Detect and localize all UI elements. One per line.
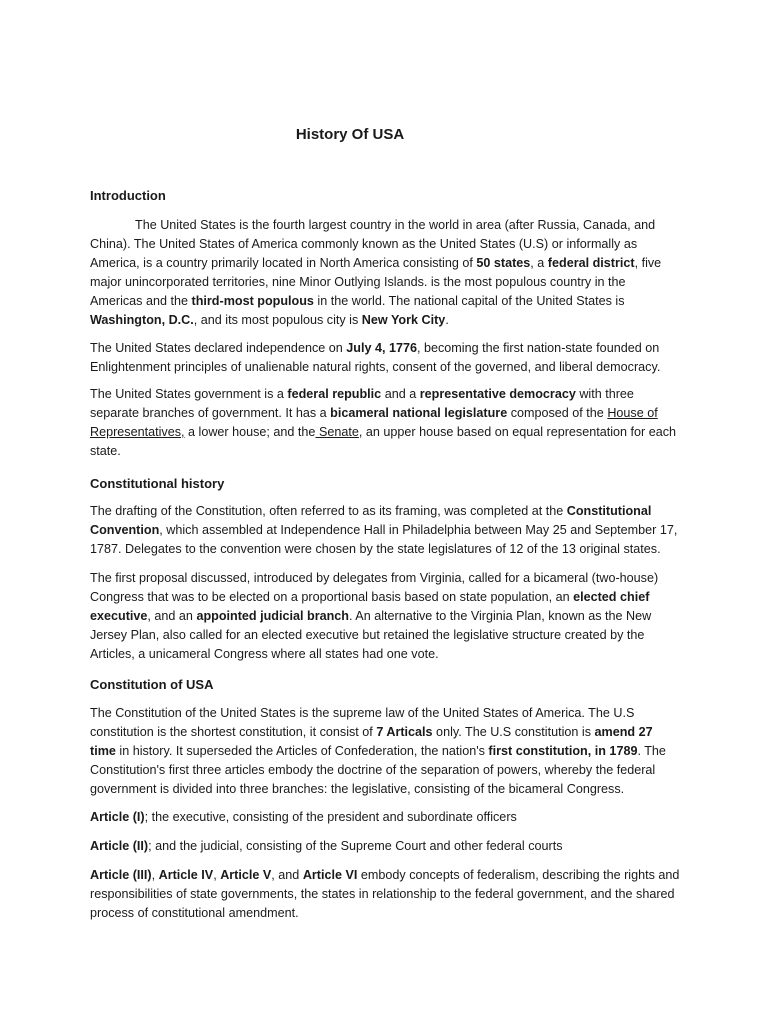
intro-paragraph-3 bbox=[90, 385, 680, 461]
text-run: 50 states bbox=[476, 256, 531, 270]
heading-introduction: Introduction bbox=[90, 188, 166, 203]
text-run: . bbox=[445, 313, 449, 327]
text-run: , and an bbox=[147, 609, 197, 623]
text-run: New York City bbox=[361, 313, 446, 327]
text-run: , an upper house based on equal representation for each state. bbox=[90, 425, 677, 458]
text-run: only. The U.S constitution is bbox=[432, 725, 595, 739]
text-run: Article (III) bbox=[90, 868, 152, 882]
text-run: Article V bbox=[220, 868, 272, 882]
text-run: a lower house; and the bbox=[184, 425, 316, 439]
text-run: The drafting of the Constitution, often referred to as its framing, was completed at the bbox=[90, 504, 567, 518]
text-run: Washington, D.C. bbox=[90, 313, 194, 327]
text-run: representative democracy bbox=[419, 387, 576, 401]
text-run: bicameral national legislature bbox=[330, 406, 508, 420]
text-run: , and bbox=[271, 868, 303, 882]
text-run: , which assembled at Independence Hall in Philadelphia between May 25 and September 17, 1787. Delegates to the convention were chosen by the state legislatures of 12 of the 13 original states. bbox=[90, 523, 678, 556]
text-run: , bbox=[151, 868, 159, 882]
text-run: House of Representatives, bbox=[90, 406, 658, 439]
text-run: composed of the bbox=[507, 406, 608, 420]
constitution-article-2 bbox=[90, 837, 680, 856]
text-run: , a bbox=[530, 256, 548, 270]
text-run: , bbox=[213, 868, 221, 882]
text-run: and a bbox=[381, 387, 420, 401]
intro-paragraph-1 bbox=[90, 216, 680, 330]
text-run: The first proposal discussed, introduced by delegates from Virginia, called for a bicameral (two-house) Congress that was to be elected on a proportional basis based on state population, an bbox=[90, 571, 659, 604]
heading-constitutional-history: Constitutional history bbox=[90, 476, 225, 491]
text-run: Article VI bbox=[302, 868, 358, 882]
constitution-paragraph-1 bbox=[90, 704, 680, 799]
text-run: Constitutional Convention bbox=[90, 504, 652, 537]
text-run: The United States declared independence on bbox=[90, 341, 347, 355]
text-run: , and its most populous city is bbox=[193, 313, 362, 327]
history-paragraph-1 bbox=[90, 502, 680, 559]
text-run: ; and the judicial, consisting of the Supreme Court and other federal courts bbox=[148, 839, 563, 853]
text-run: in history. It superseded the Articles of Confederation, the nation's bbox=[115, 744, 489, 758]
text-run: appointed judicial branch bbox=[196, 609, 349, 623]
constitution-article-1 bbox=[90, 808, 680, 827]
text-run: 7 Articals bbox=[376, 725, 433, 739]
text-run: , five major unincorporated territories, nine Minor Outlying Islands. is the most populous country in the Americas and the bbox=[90, 256, 662, 308]
text-run: elected chief executive bbox=[90, 590, 650, 623]
text-run: The Constitution of the United States is the supreme law of the United States of America. The U.S constitution is the shortest constitution, it consist of bbox=[90, 706, 635, 739]
text-run: July 4, 1776 bbox=[346, 341, 417, 355]
text-run: amend 27 time bbox=[90, 725, 653, 758]
text-run: Article IV bbox=[158, 868, 214, 882]
intro-paragraph-2 bbox=[90, 339, 680, 377]
text-run: ; the executive, consisting of the president and subordinate officers bbox=[144, 810, 517, 824]
history-paragraph-2 bbox=[90, 569, 680, 664]
text-run: . The Constitution's first three articles embody the doctrine of the separation of powers, whereby the federal government is divided into three branches: the legislative, consisting of the bicameral Congress. bbox=[90, 744, 666, 796]
text-run: first constitution, in 1789 bbox=[488, 744, 638, 758]
text-run: Article (I) bbox=[90, 810, 145, 824]
text-run: , becoming the first nation-state founded on Enlightenment principles of unalienable natural rights, consent of the governed, and liberal democracy. bbox=[90, 341, 661, 374]
text-run: in the world. The national capital of the United States is bbox=[313, 294, 625, 308]
text-run: federal republic bbox=[287, 387, 382, 401]
text-run: The United States government is a bbox=[90, 387, 288, 401]
text-run: The United States is the fourth largest country in the world in area (after Russia, Canada, and China). The United States of America commonly known as the United States (U.S) or informally as America, is a country primarily located in North America consisting of bbox=[90, 218, 656, 270]
text-run: Senate bbox=[315, 425, 359, 439]
document-title: History Of USA bbox=[295, 126, 405, 143]
text-run: federal district bbox=[547, 256, 635, 270]
text-run: Article (II) bbox=[90, 839, 149, 853]
heading-constitution-of-usa: Constitution of USA bbox=[90, 677, 214, 692]
text-run: . An alternative to the Virginia Plan, known as the New Jersey Plan, also called for an elected executive but retained the legislative structure created by the Articles, a unicameral Congress where all states had one vote. bbox=[90, 609, 652, 661]
constitution-articles-3-6 bbox=[90, 866, 680, 923]
text-run: embody concepts of federalism, describing the rights and responsibilities of state governments, the states in relationship to the federal government, and the shared process of constitutional amendment. bbox=[90, 868, 680, 920]
text-run: third-most populous bbox=[191, 294, 314, 308]
text-run: with three separate branches of government. It has a bbox=[90, 387, 634, 420]
